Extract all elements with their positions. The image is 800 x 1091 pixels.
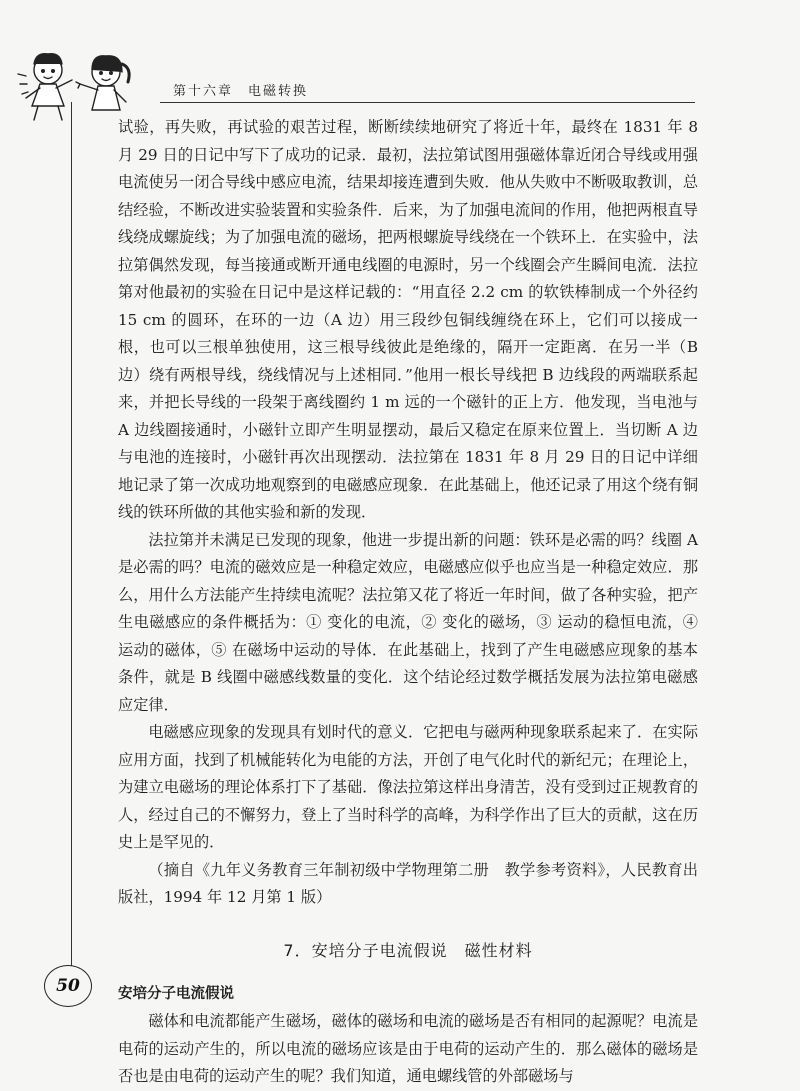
subsection-paragraph: 磁体和电流都能产生磁场，磁体的磁场和电流的磁场是否有相同的起源呢？电流是电荷的运动产生的，所以电流的磁场应该是由于电荷的运动产生的．那么磁体的磁场是否也是由电荷的运动产生的呢？我们知道，通电螺线管的外部磁场与 xyxy=(118,1012,698,1085)
subsection-heading: 安培分子电流假说 xyxy=(118,985,234,1002)
paragraph-1: 试验，再失败，再试验的艰苦过程，断断续续地研究了将近十年，最终在 1831 年 8 月 29 日的日记中写下了成功的记录．最初，法拉第试图用强磁体靠近闭合导线或用强电流使另一闭合导线中感应电流，结果却接连遭到失败．他从失败中不断吸取教训，总结经验，不断改进实验装置和实验条件．后来，为了加强电流间的作用，他把两根直导线绕成螺旋线；为了加强电流的磁场，把两根螺旋导线绕在一个铁环上．在实验中，法拉第偶然发现，每当接通或断开通电线圈的电源时，另一个线圈会产生瞬间电流．法拉第对他最初的实验在日记中是这样记载的：“用直径 2.2 cm 的软铁棒制成一个外径约 15 cm 的圆环，在环的一边（A 边）用三段纱包铜线缠绕在环上，它们可以接成一根，也可以三根单独使用，这三根导线彼此是绝缘的，隔开一定距离．在另一半（B 边）绕有两根导线，绕线情况与上述相同．”他用一根长导线把 B 边线段的两端联系起来，并把长导线的一段架于离线圈约 1 m 远的一个磁针的正上方．他发现，当电池与 A 边线圈接通时，小磁针立即产生明显摆动，最后又稳定在原来位置上．当切断 A 边与电池的连接时，小磁针再次出现摆动．法拉第在 1831 年 8 月 29 日的日记中详细地记录了第一次成功地观察到的电磁感应现象．在此基础上，他还记录了用这个绕有铜线的铁环所做的其他实验和新的发现． xyxy=(118,118,698,521)
chapter-title: 第十六章 电磁转换 xyxy=(173,84,309,99)
section-heading: 7．安培分子电流假说 磁性材料 xyxy=(283,940,533,960)
page-number: 50 xyxy=(56,976,80,996)
page-number-badge xyxy=(44,965,92,1007)
margin-rule xyxy=(71,102,72,970)
citation: （摘自《九年义务教育三年制初级中学物理第二册 教学参考资料》，人民教育出版社，1994 年 12 月第 1 版） xyxy=(118,860,698,906)
paragraph-3: 电磁感应现象的发现具有划时代的意义．它把电与磁两种现象联系起来了．在实际应用方面，找到了机械能转化为电能的方法，开创了电气化时代的新纪元；在理论上，为建立电磁场的理论体系打下了基础．像法拉第这样出身清苦，没有受到过正规教育的人，经过自己的不懈努力，登上了当时科学的高峰，为科学作出了巨大的贡献，这在历史上是罕见的． xyxy=(118,723,698,851)
paragraph-2: 法拉第并未满足已发现的现象，他进一步提出新的问题：铁环是必需的吗？线圈 A 是必需的吗？电流的磁效应是一种稳定效应，电磁感应似乎也应当是一种稳定效应．那么，用什么方法能产生持续电流呢？法拉第又花了将近一年时间，做了各种实验，把产生电磁感应的条件概括为：① 变化的电流，② 变化的磁场，③ 运动的稳恒电流，④ 运动的磁体，⑤ 在磁场中运动的导体．在此基础上，找到了产生电磁感应现象的基本条件，就是 B 线圈中磁感线数量的变化．这个结论经过数学概括发展为法拉第电磁感应定律． xyxy=(118,530,698,714)
children-illustration-icon xyxy=(14,44,164,122)
header-rule xyxy=(160,102,695,103)
page-content xyxy=(118,114,698,1091)
